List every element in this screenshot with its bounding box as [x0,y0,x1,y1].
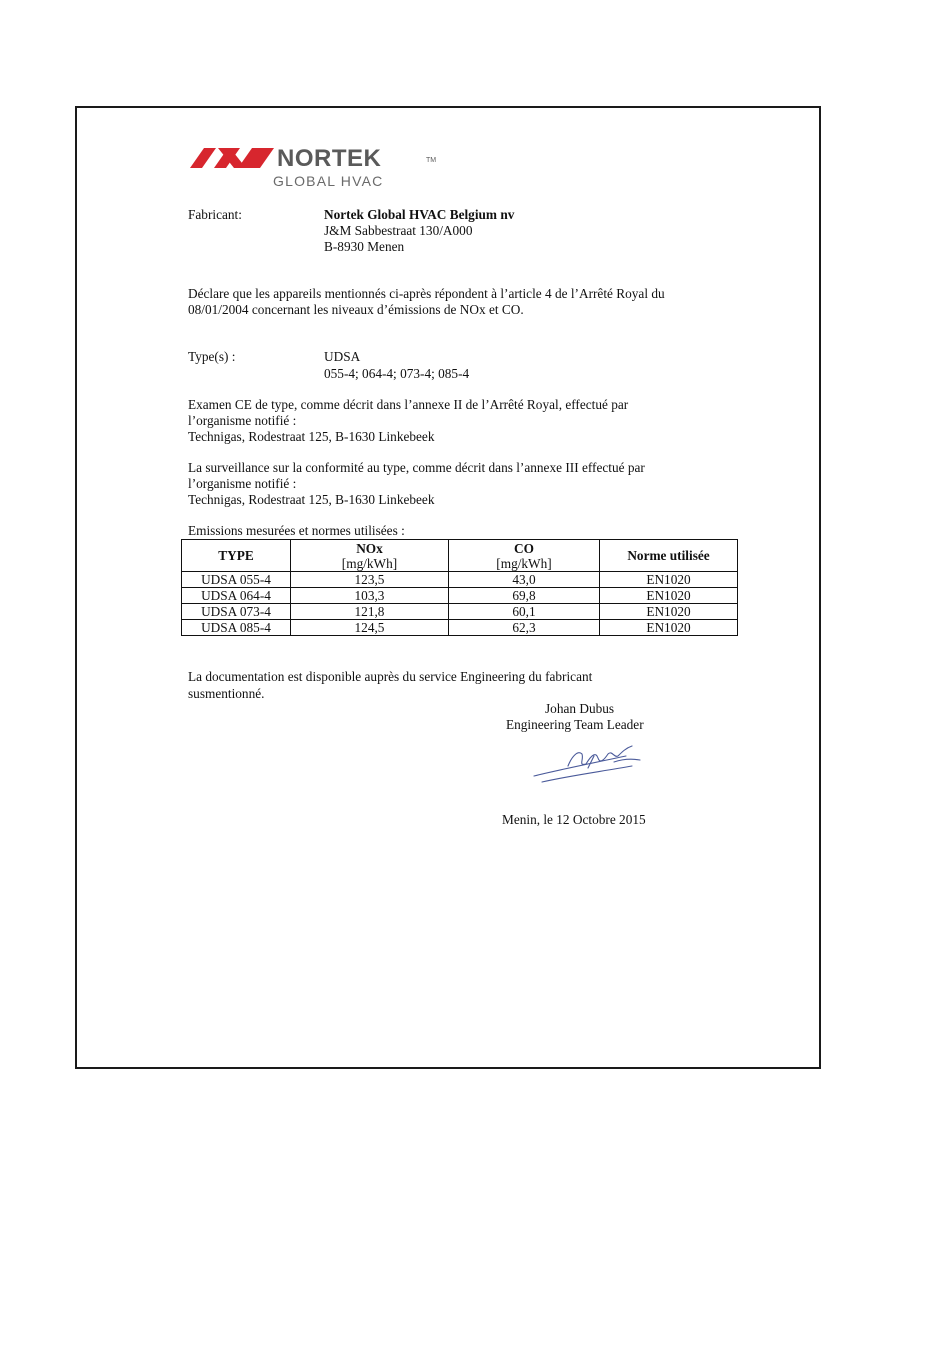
cell-norm: EN1020 [600,604,738,620]
handwritten-signature [528,742,648,786]
cell-norm: EN1020 [600,620,738,636]
cell-type: UDSA 073-4 [182,604,291,620]
manufacturer-address-line1: J&M Sabbestraat 130/A000 [324,223,473,238]
table-row [182,620,738,636]
exam-line1: Examen CE de type, comme décrit dans l’annexe II de l’Arrêté Royal, effectué par [188,397,629,412]
cell-type: UDSA 085-4 [182,620,291,636]
cell-nox: 103,3 [291,588,449,604]
declaration-line2: 08/01/2004 concernant les niveaux d’émissions de NOx et CO. [188,302,524,317]
table-row [182,588,738,604]
declaration-line1: Déclare que les appareils mentionnés ci-après répondent à l’article 4 de l’Arrêté Royal du [188,286,665,301]
trademark-mark: TM [426,157,437,164]
types-label: Type(s) : [188,349,236,364]
types-model: UDSA [324,349,361,364]
exam-line2: l’organisme notifié : [188,413,297,428]
table-row [182,572,738,588]
brand-name: NORTEK [277,145,382,172]
nortek-logo [190,145,450,195]
header-type: TYPE [182,540,291,572]
nortek-chevron-icon [190,148,276,168]
cell-norm: EN1020 [600,572,738,588]
signatory-title: Engineering Team Leader [506,717,644,732]
brand-subtitle: GLOBAL HVAC [273,173,384,189]
emissions-table [181,539,738,636]
signatory-name: Johan Dubus [545,701,615,716]
header-co: CO [mg/kWh] [449,540,600,572]
cell-type: UDSA 055-4 [182,572,291,588]
header-nox: NOx [mg/kWh] [291,540,449,572]
cell-co: 43,0 [449,572,600,588]
manufacturer-label: Fabricant: [188,207,242,222]
cell-nox: 121,8 [291,604,449,620]
surveillance-line1: La surveillance sur la conformité au type, comme décrit dans l’annexe III effectué par [188,460,645,475]
cell-co: 62,3 [449,620,600,636]
manufacturer-address-line2: B-8930 Menen [324,239,405,254]
cell-type: UDSA 064-4 [182,588,291,604]
cell-nox: 124,5 [291,620,449,636]
cell-nox: 123,5 [291,572,449,588]
cell-norm: EN1020 [600,588,738,604]
types-variants: 055-4; 064-4; 073-4; 085-4 [324,366,470,381]
header-norm: Norme utilisée [600,540,738,572]
cell-co: 60,1 [449,604,600,620]
exam-line3: Technigas, Rodestraat 125, B-1630 Linkebeek [188,429,435,444]
place-and-date: Menin, le 12 Octobre 2015 [502,812,646,827]
documentation-line1: La documentation est disponible auprès du service Engineering du fabricant [188,669,593,684]
surveillance-line3: Technigas, Rodestraat 125, B-1630 Linkebeek [188,492,435,507]
table-row [182,604,738,620]
manufacturer-name: Nortek Global HVAC Belgium nv [324,207,515,222]
cell-co: 69,8 [449,588,600,604]
surveillance-line2: l’organisme notifié : [188,476,297,491]
emissions-header-row [182,540,738,572]
emissions-caption: Emissions mesurées et normes utilisées : [188,523,405,538]
documentation-line2: susmentionné. [188,686,265,701]
